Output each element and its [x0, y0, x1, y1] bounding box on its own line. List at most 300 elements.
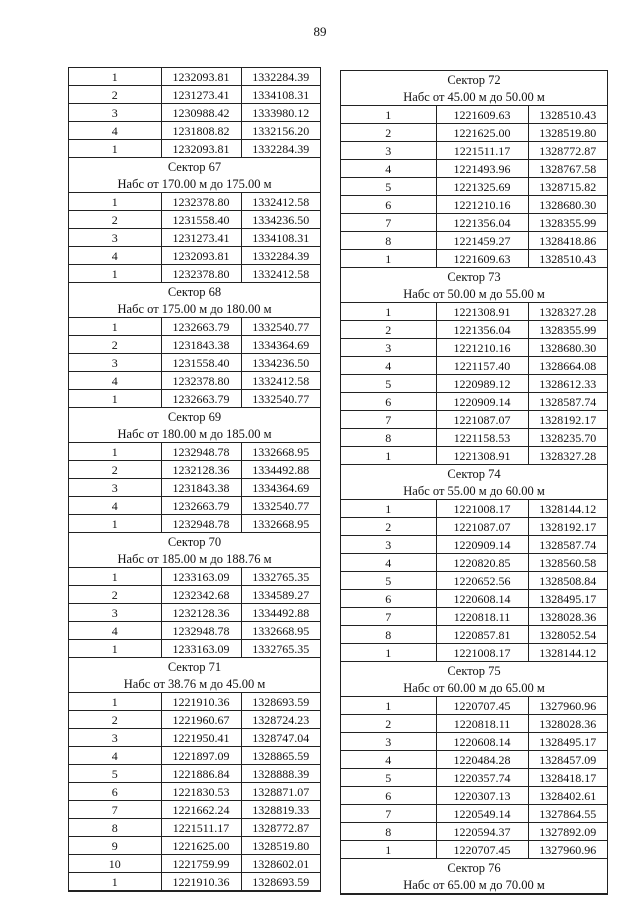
y-coordinate-cell: 1327960.96 [528, 697, 607, 715]
y-coordinate-cell: 1334589.27 [241, 586, 320, 604]
sector-title: Сектор 70 [69, 533, 320, 551]
y-coordinate-cell: 1334236.50 [241, 354, 320, 372]
sector-title-row [341, 662, 607, 680]
x-coordinate-cell: 1231273.41 [161, 86, 241, 104]
sector-title: Сектор 67 [69, 158, 320, 176]
y-coordinate-cell: 1332284.39 [241, 247, 320, 265]
x-coordinate-cell: 1232663.79 [161, 497, 241, 515]
sector-title-row [341, 465, 607, 483]
x-coordinate-cell: 1220989.12 [436, 375, 528, 393]
x-coordinate-cell: 1221609.63 [436, 250, 528, 268]
x-coordinate-cell: 1221950.41 [161, 729, 241, 747]
y-coordinate-cell: 1328327.28 [528, 447, 607, 465]
x-coordinate-cell: 1221625.00 [161, 837, 241, 855]
x-coordinate-cell: 1221830.53 [161, 783, 241, 801]
y-coordinate-cell: 1328418.17 [528, 769, 607, 787]
point-number-cell: 7 [69, 801, 161, 819]
point-number-cell: 1 [341, 500, 436, 518]
x-coordinate-cell: 1221910.36 [161, 693, 241, 711]
y-coordinate-cell: 1328495.17 [528, 733, 607, 751]
table-row [341, 429, 607, 447]
table-row [341, 715, 607, 733]
point-number-cell: 1 [69, 318, 161, 336]
point-number-cell: 8 [341, 429, 436, 447]
y-coordinate-cell: 1328693.59 [241, 693, 320, 711]
y-coordinate-cell: 1328327.28 [528, 303, 607, 321]
table-row [341, 447, 607, 465]
table-row [69, 711, 320, 729]
y-coordinate-cell: 1328519.80 [241, 837, 320, 855]
x-coordinate-cell: 1221157.40 [436, 357, 528, 375]
sector-height-range: Набс от 180.00 м до 185.00 м [69, 425, 320, 443]
point-number-cell: 1 [69, 265, 161, 283]
y-coordinate-cell: 1328519.80 [528, 124, 607, 142]
x-coordinate-cell: 1232342.68 [161, 586, 241, 604]
right-coordinates-table [340, 70, 608, 895]
table-row [341, 232, 607, 250]
sector-range-row [341, 482, 607, 500]
y-coordinate-cell: 1334492.88 [241, 604, 320, 622]
y-coordinate-cell: 1334108.31 [241, 229, 320, 247]
table-row [69, 461, 320, 479]
point-number-cell: 3 [69, 729, 161, 747]
y-coordinate-cell: 1332284.39 [241, 140, 320, 158]
point-number-cell: 2 [341, 124, 436, 142]
y-coordinate-cell: 1328028.36 [528, 715, 607, 733]
point-number-cell: 1 [341, 250, 436, 268]
point-number-cell: 4 [69, 122, 161, 140]
y-coordinate-cell: 1328680.30 [528, 196, 607, 214]
x-coordinate-cell: 1221493.96 [436, 160, 528, 178]
y-coordinate-cell: 1332412.58 [241, 372, 320, 390]
point-number-cell: 8 [341, 823, 436, 841]
table-row [341, 160, 607, 178]
table-row [341, 411, 607, 429]
x-coordinate-cell: 1221662.24 [161, 801, 241, 819]
y-coordinate-cell: 1332412.58 [241, 265, 320, 283]
table-row [69, 586, 320, 604]
y-coordinate-cell: 1328144.12 [528, 500, 607, 518]
table-row [69, 783, 320, 801]
y-coordinate-cell: 1328560.58 [528, 554, 607, 572]
y-coordinate-cell: 1327960.96 [528, 841, 607, 859]
y-coordinate-cell: 1332156.20 [241, 122, 320, 140]
point-number-cell: 4 [341, 554, 436, 572]
x-coordinate-cell: 1220818.11 [436, 715, 528, 733]
table-row [69, 604, 320, 622]
y-coordinate-cell: 1328402.61 [528, 787, 607, 805]
sector-height-range: Набс от 175.00 м до 180.00 м [69, 300, 320, 318]
point-number-cell: 4 [69, 747, 161, 765]
sector-title-row [69, 533, 320, 551]
point-number-cell: 2 [341, 715, 436, 733]
table-row [341, 250, 607, 268]
table-row [69, 819, 320, 837]
table-row [341, 751, 607, 769]
table-row [341, 805, 607, 823]
y-coordinate-cell: 1328510.43 [528, 250, 607, 268]
x-coordinate-cell: 1220608.14 [436, 733, 528, 751]
x-coordinate-cell: 1221511.17 [436, 142, 528, 160]
x-coordinate-cell: 1231808.82 [161, 122, 241, 140]
page-number: 89 [313, 24, 327, 39]
point-number-cell: 4 [341, 751, 436, 769]
y-coordinate-cell: 1332668.95 [241, 622, 320, 640]
y-coordinate-cell: 1328144.12 [528, 644, 607, 662]
sector-range-row [341, 285, 607, 303]
x-coordinate-cell: 1221459.27 [436, 232, 528, 250]
x-coordinate-cell: 1220594.37 [436, 823, 528, 841]
x-coordinate-cell: 1220857.81 [436, 626, 528, 644]
point-number-cell: 9 [69, 837, 161, 855]
x-coordinate-cell: 1230988.42 [161, 104, 241, 122]
y-coordinate-cell: 1328772.87 [528, 142, 607, 160]
table-row [69, 443, 320, 461]
x-coordinate-cell: 1233163.09 [161, 568, 241, 586]
point-number-cell: 7 [341, 608, 436, 626]
sector-height-range: Набс от 38.76 м до 45.00 м [69, 675, 320, 693]
x-coordinate-cell: 1220307.13 [436, 787, 528, 805]
point-number-cell: 2 [69, 711, 161, 729]
x-coordinate-cell: 1220820.85 [436, 554, 528, 572]
x-coordinate-cell: 1221886.84 [161, 765, 241, 783]
point-number-cell: 5 [341, 178, 436, 196]
point-number-cell: 3 [341, 339, 436, 357]
y-coordinate-cell: 1334364.69 [241, 479, 320, 497]
x-coordinate-cell: 1232093.81 [161, 140, 241, 158]
y-coordinate-cell: 1328693.59 [241, 873, 320, 891]
y-coordinate-cell: 1328587.74 [528, 536, 607, 554]
x-coordinate-cell: 1221008.17 [436, 644, 528, 662]
x-coordinate-cell: 1221008.17 [436, 500, 528, 518]
point-number-cell: 6 [341, 590, 436, 608]
table-row [69, 68, 320, 86]
point-number-cell: 3 [341, 733, 436, 751]
table-row [69, 390, 320, 408]
table-row [341, 823, 607, 841]
table-row [341, 518, 607, 536]
table-row [69, 622, 320, 640]
point-number-cell: 7 [341, 214, 436, 232]
y-coordinate-cell: 1328587.74 [528, 393, 607, 411]
y-coordinate-cell: 1328028.36 [528, 608, 607, 626]
sector-range-row [69, 300, 320, 318]
x-coordinate-cell: 1221210.16 [436, 196, 528, 214]
x-coordinate-cell: 1221158.53 [436, 429, 528, 447]
sector-range-row [341, 88, 607, 106]
y-coordinate-cell: 1334492.88 [241, 461, 320, 479]
y-coordinate-cell: 1328772.87 [241, 819, 320, 837]
y-coordinate-cell: 1328715.82 [528, 178, 607, 196]
table-row [69, 140, 320, 158]
x-coordinate-cell: 1232663.79 [161, 318, 241, 336]
x-coordinate-cell: 1232663.79 [161, 390, 241, 408]
x-coordinate-cell: 1221087.07 [436, 411, 528, 429]
sector-title-row [341, 859, 607, 877]
sector-height-range: Набс от 60.00 м до 65.00 м [341, 679, 607, 697]
x-coordinate-cell: 1221087.07 [436, 518, 528, 536]
sector-height-range: Набс от 50.00 м до 55.00 м [341, 285, 607, 303]
y-coordinate-cell: 1327892.09 [528, 823, 607, 841]
x-coordinate-cell: 1220909.14 [436, 536, 528, 554]
y-coordinate-cell: 1328418.86 [528, 232, 607, 250]
x-coordinate-cell: 1221308.91 [436, 447, 528, 465]
table-row [341, 500, 607, 518]
table-row [69, 855, 320, 873]
table-row [341, 303, 607, 321]
table-row [69, 515, 320, 533]
y-coordinate-cell: 1328871.07 [241, 783, 320, 801]
x-coordinate-cell: 1221897.09 [161, 747, 241, 765]
sector-title-row [69, 408, 320, 426]
table-row [69, 497, 320, 515]
point-number-cell: 3 [69, 104, 161, 122]
point-number-cell: 2 [69, 211, 161, 229]
y-coordinate-cell: 1332540.77 [241, 390, 320, 408]
table-row [341, 626, 607, 644]
y-coordinate-cell: 1333980.12 [241, 104, 320, 122]
point-number-cell: 6 [341, 787, 436, 805]
point-number-cell: 7 [341, 805, 436, 823]
table-row [341, 644, 607, 662]
point-number-cell: 3 [69, 479, 161, 497]
point-number-cell: 5 [69, 765, 161, 783]
sector-title: Сектор 76 [341, 859, 607, 877]
x-coordinate-cell: 1232128.36 [161, 461, 241, 479]
left-coordinates-table [68, 67, 321, 892]
y-coordinate-cell: 1328508.84 [528, 572, 607, 590]
table-row [69, 193, 320, 211]
y-coordinate-cell: 1332540.77 [241, 497, 320, 515]
point-number-cell: 1 [341, 447, 436, 465]
y-coordinate-cell: 1334236.50 [241, 211, 320, 229]
x-coordinate-cell: 1221308.91 [436, 303, 528, 321]
point-number-cell: 1 [69, 443, 161, 461]
x-coordinate-cell: 1232378.80 [161, 372, 241, 390]
x-coordinate-cell: 1220549.14 [436, 805, 528, 823]
point-number-cell: 7 [341, 411, 436, 429]
sector-title: Сектор 75 [341, 662, 607, 680]
x-coordinate-cell: 1232378.80 [161, 265, 241, 283]
y-coordinate-cell: 1328664.08 [528, 357, 607, 375]
table-row [69, 354, 320, 372]
table-row [69, 479, 320, 497]
x-coordinate-cell: 1220652.56 [436, 572, 528, 590]
point-number-cell: 1 [69, 193, 161, 211]
y-coordinate-cell: 1332412.58 [241, 193, 320, 211]
point-number-cell: 1 [69, 140, 161, 158]
x-coordinate-cell: 1221960.67 [161, 711, 241, 729]
y-coordinate-cell: 1332668.95 [241, 443, 320, 461]
table-row [69, 693, 320, 711]
x-coordinate-cell: 1220357.74 [436, 769, 528, 787]
point-number-cell: 3 [69, 354, 161, 372]
table-row [69, 372, 320, 390]
sector-range-row [69, 550, 320, 568]
sector-title: Сектор 68 [69, 283, 320, 301]
table-row [341, 697, 607, 715]
y-coordinate-cell: 1328192.17 [528, 411, 607, 429]
x-coordinate-cell: 1220818.11 [436, 608, 528, 626]
table-row [341, 214, 607, 232]
x-coordinate-cell: 1221325.69 [436, 178, 528, 196]
point-number-cell: 6 [69, 783, 161, 801]
point-number-cell: 2 [69, 86, 161, 104]
point-number-cell: 3 [69, 229, 161, 247]
table-row [341, 393, 607, 411]
x-coordinate-cell: 1221625.00 [436, 124, 528, 142]
sector-title-row [69, 283, 320, 301]
x-coordinate-cell: 1221356.04 [436, 321, 528, 339]
y-coordinate-cell: 1327864.55 [528, 805, 607, 823]
table-row [69, 729, 320, 747]
table-row [341, 142, 607, 160]
x-coordinate-cell: 1232128.36 [161, 604, 241, 622]
x-coordinate-cell: 1220484.28 [436, 751, 528, 769]
point-number-cell: 6 [341, 393, 436, 411]
table-row [69, 640, 320, 658]
point-number-cell: 4 [341, 357, 436, 375]
point-number-cell: 8 [341, 626, 436, 644]
x-coordinate-cell: 1231558.40 [161, 211, 241, 229]
sector-title: Сектор 71 [69, 658, 320, 676]
table-row [341, 841, 607, 859]
sector-range-row [69, 675, 320, 693]
x-coordinate-cell: 1231843.38 [161, 336, 241, 354]
sector-range-row [341, 876, 607, 894]
sector-range-row [69, 175, 320, 193]
point-number-cell: 4 [69, 497, 161, 515]
y-coordinate-cell: 1328192.17 [528, 518, 607, 536]
table-row [341, 106, 607, 124]
table-row [69, 229, 320, 247]
y-coordinate-cell: 1328680.30 [528, 339, 607, 357]
point-number-cell: 1 [341, 697, 436, 715]
table-row [69, 837, 320, 855]
point-number-cell: 8 [341, 232, 436, 250]
x-coordinate-cell: 1221210.16 [436, 339, 528, 357]
x-coordinate-cell: 1221609.63 [436, 106, 528, 124]
x-coordinate-cell: 1221356.04 [436, 214, 528, 232]
table-row [69, 873, 320, 891]
sector-title-row [341, 71, 607, 88]
y-coordinate-cell: 1332668.95 [241, 515, 320, 533]
y-coordinate-cell: 1328767.58 [528, 160, 607, 178]
y-coordinate-cell: 1328724.23 [241, 711, 320, 729]
point-number-cell: 1 [69, 68, 161, 86]
point-number-cell: 8 [69, 819, 161, 837]
table-row [69, 336, 320, 354]
point-number-cell: 2 [69, 461, 161, 479]
point-number-cell: 4 [69, 247, 161, 265]
point-number-cell: 2 [341, 518, 436, 536]
table-row [341, 196, 607, 214]
table-row [69, 211, 320, 229]
x-coordinate-cell: 1220608.14 [436, 590, 528, 608]
sector-range-row [69, 425, 320, 443]
y-coordinate-cell: 1328888.39 [241, 765, 320, 783]
y-coordinate-cell: 1328235.70 [528, 429, 607, 447]
point-number-cell: 10 [69, 855, 161, 873]
x-coordinate-cell: 1233163.09 [161, 640, 241, 658]
y-coordinate-cell: 1328819.33 [241, 801, 320, 819]
x-coordinate-cell: 1232948.78 [161, 443, 241, 461]
table-row [341, 590, 607, 608]
table-row [341, 572, 607, 590]
point-number-cell: 1 [341, 841, 436, 859]
y-coordinate-cell: 1332765.35 [241, 568, 320, 586]
x-coordinate-cell: 1232378.80 [161, 193, 241, 211]
y-coordinate-cell: 1334108.31 [241, 86, 320, 104]
sector-title: Сектор 73 [341, 268, 607, 286]
sector-height-range: Набс от 65.00 м до 70.00 м [341, 876, 607, 894]
point-number-cell: 1 [69, 640, 161, 658]
table-row [69, 801, 320, 819]
sector-title-row [69, 158, 320, 176]
x-coordinate-cell: 1231273.41 [161, 229, 241, 247]
table-row [341, 375, 607, 393]
table-row [69, 765, 320, 783]
x-coordinate-cell: 1221759.99 [161, 855, 241, 873]
table-row [69, 318, 320, 336]
sector-title-row [69, 658, 320, 676]
x-coordinate-cell: 1221511.17 [161, 819, 241, 837]
point-number-cell: 2 [69, 586, 161, 604]
point-number-cell: 1 [341, 303, 436, 321]
y-coordinate-cell: 1328495.17 [528, 590, 607, 608]
y-coordinate-cell: 1328052.54 [528, 626, 607, 644]
point-number-cell: 2 [341, 321, 436, 339]
sector-height-range: Набс от 170.00 м до 175.00 м [69, 175, 320, 193]
point-number-cell: 1 [69, 515, 161, 533]
sector-title: Сектор 72 [447, 72, 501, 87]
table-row [69, 265, 320, 283]
table-row [341, 608, 607, 626]
sector-title: Сектор 69 [69, 408, 320, 426]
point-number-cell: 4 [69, 372, 161, 390]
point-number-cell: 1 [341, 644, 436, 662]
table-row [69, 747, 320, 765]
y-coordinate-cell: 1332540.77 [241, 318, 320, 336]
y-coordinate-cell: 1334364.69 [241, 336, 320, 354]
point-number-cell: 5 [341, 375, 436, 393]
point-number-cell: 5 [341, 572, 436, 590]
point-number-cell: 1 [69, 390, 161, 408]
point-number-cell: 2 [69, 336, 161, 354]
table-row [341, 339, 607, 357]
table-row [341, 769, 607, 787]
table-row [341, 733, 607, 751]
table-row [341, 536, 607, 554]
table-row [341, 178, 607, 196]
point-number-cell: 1 [69, 873, 161, 891]
y-coordinate-cell: 1328457.09 [528, 751, 607, 769]
y-coordinate-cell: 1328602.01 [241, 855, 320, 873]
x-coordinate-cell: 1231558.40 [161, 354, 241, 372]
sector-title: Сектор 74 [341, 465, 607, 483]
point-number-cell: 3 [69, 604, 161, 622]
table-row [69, 122, 320, 140]
sector-height-range: Набс от 55.00 м до 60.00 м [341, 482, 607, 500]
point-number-cell: 5 [341, 769, 436, 787]
point-number-cell: 1 [69, 568, 161, 586]
table-row [69, 568, 320, 586]
point-number-cell: 4 [341, 160, 436, 178]
x-coordinate-cell: 1232948.78 [161, 515, 241, 533]
x-coordinate-cell: 1220707.45 [436, 697, 528, 715]
table-row [341, 321, 607, 339]
point-number-cell: 4 [69, 622, 161, 640]
